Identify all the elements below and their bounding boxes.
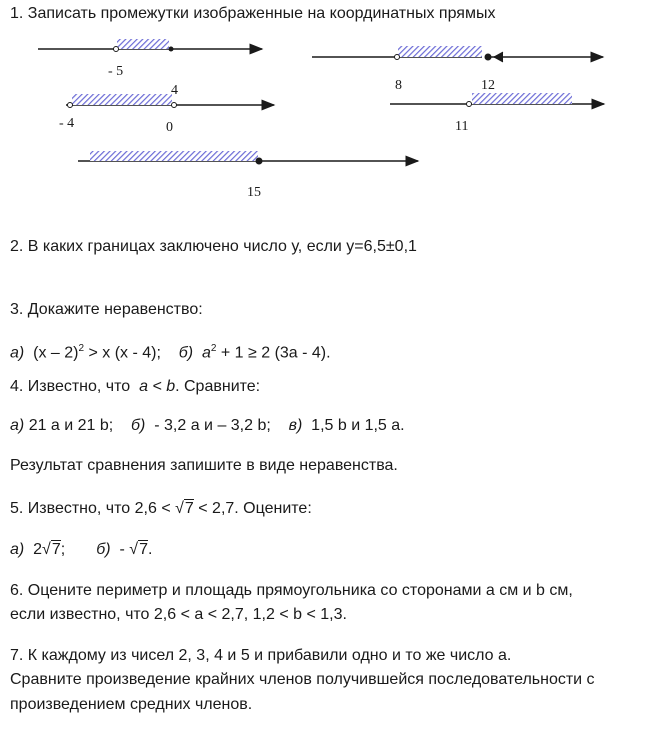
task5-a-radicand: 7	[51, 541, 61, 558]
task4-a-text: 21 a и 21 b;	[28, 417, 114, 434]
task5-title-prefix: 5. Известно, что 2,6 <	[10, 500, 171, 517]
task4-c-text: 1,5 b и 1,5 a.	[311, 417, 405, 434]
label-minus4: - 4	[59, 116, 75, 131]
sqrt-symbol: √7	[129, 541, 148, 558]
task4-items	[10, 416, 405, 436]
hatched-interval	[472, 93, 572, 104]
number-line-5	[78, 151, 418, 200]
task3-b-exponent: 2	[210, 343, 217, 354]
open-point	[172, 103, 177, 108]
hatched-interval	[72, 94, 172, 105]
task4-title-suffix: . Сравните:	[175, 378, 261, 395]
task5-radicand: 7	[184, 500, 194, 517]
task3-title: 3. Докажите неравенство:	[10, 301, 203, 318]
number-line-1	[38, 39, 262, 79]
task2-text: 2. В каких границах заключено число у, если у=6,5±0,1	[10, 238, 417, 255]
task4-c-label: в)	[288, 417, 303, 434]
number-line-3	[59, 83, 274, 135]
label-15: 15	[247, 185, 261, 200]
task5-a-coef: 2	[33, 541, 43, 558]
task3-a-label: а)	[10, 344, 25, 362]
task6-line1: 6. Оцените периметр и площадь прямоугольника со сторонами a см и b см,	[10, 582, 573, 599]
task5-title-suffix: < 2,7. Оцените:	[198, 500, 312, 517]
sqrt-symbol: √7	[42, 541, 61, 558]
hatched-interval	[398, 46, 482, 57]
closed-point	[169, 47, 174, 52]
label-minus5: - 5	[108, 64, 124, 79]
task4-b-label: б)	[131, 417, 146, 434]
task4-title-prefix: 4. Известно, что	[10, 378, 131, 395]
task5-b-radicand: 7	[139, 541, 148, 558]
sqrt-symbol: √7	[175, 500, 194, 517]
task4-b-text: - 3,2 a и – 3,2 b;	[154, 417, 271, 434]
task3-a-expr: (x – 2)	[33, 344, 79, 362]
open-point	[395, 55, 400, 60]
task7-line1: 7. К каждому из чисел 2, 3, 4 и 5 и прибавили одно и то же число a.	[10, 647, 512, 664]
hatched-interval	[90, 151, 258, 161]
task4-note: Результат сравнения запишите в виде неравенства.	[10, 457, 398, 474]
label-11: 11	[455, 119, 469, 134]
task5-a-end: ;	[60, 541, 66, 558]
closed-point	[256, 158, 263, 165]
left-arrow-head	[494, 52, 503, 62]
task5-b-pre: -	[119, 541, 125, 558]
label-8: 8	[395, 78, 402, 93]
task3-a-exponent: 2	[78, 343, 85, 354]
task3-b-rest: + 1 ≥ 2 (3a - 4).	[220, 344, 331, 362]
label-4: 4	[171, 83, 178, 98]
label-12: 12	[481, 78, 495, 93]
task1-title: 1. Записать промежутки изображенные на координатных прямых	[10, 5, 496, 22]
open-point	[114, 47, 119, 52]
label-0: 0	[166, 120, 173, 135]
task5-b-label: б)	[96, 541, 111, 558]
number-line-4	[390, 93, 604, 134]
task3-a-rest: > x (x - 4);	[88, 344, 161, 362]
task3-b-var: a	[201, 344, 211, 362]
closed-point	[485, 54, 492, 61]
task4-a-label: а)	[10, 417, 25, 434]
task7-line3: произведением средних членов.	[10, 696, 253, 713]
hatched-interval	[117, 39, 169, 49]
task6-line2: если известно, что 2,6 < a < 2,7, 1,2 < b < 1,3.	[10, 606, 347, 623]
task4-title	[10, 377, 260, 397]
number-line-2	[312, 46, 603, 93]
task3-items	[10, 339, 331, 363]
task5-items	[10, 540, 152, 560]
task7-line2: Сравните произведение крайних членов получившейся последовательности с	[10, 671, 595, 688]
open-point	[467, 102, 472, 107]
open-point	[68, 103, 73, 108]
task5-title	[10, 499, 312, 519]
task5-b-end: .	[147, 541, 153, 558]
task5-a-label: а)	[10, 541, 25, 558]
task4-title-math: a < b	[139, 378, 176, 395]
task3-b-label: б)	[178, 344, 194, 362]
number-lines-figure	[0, 0, 649, 210]
